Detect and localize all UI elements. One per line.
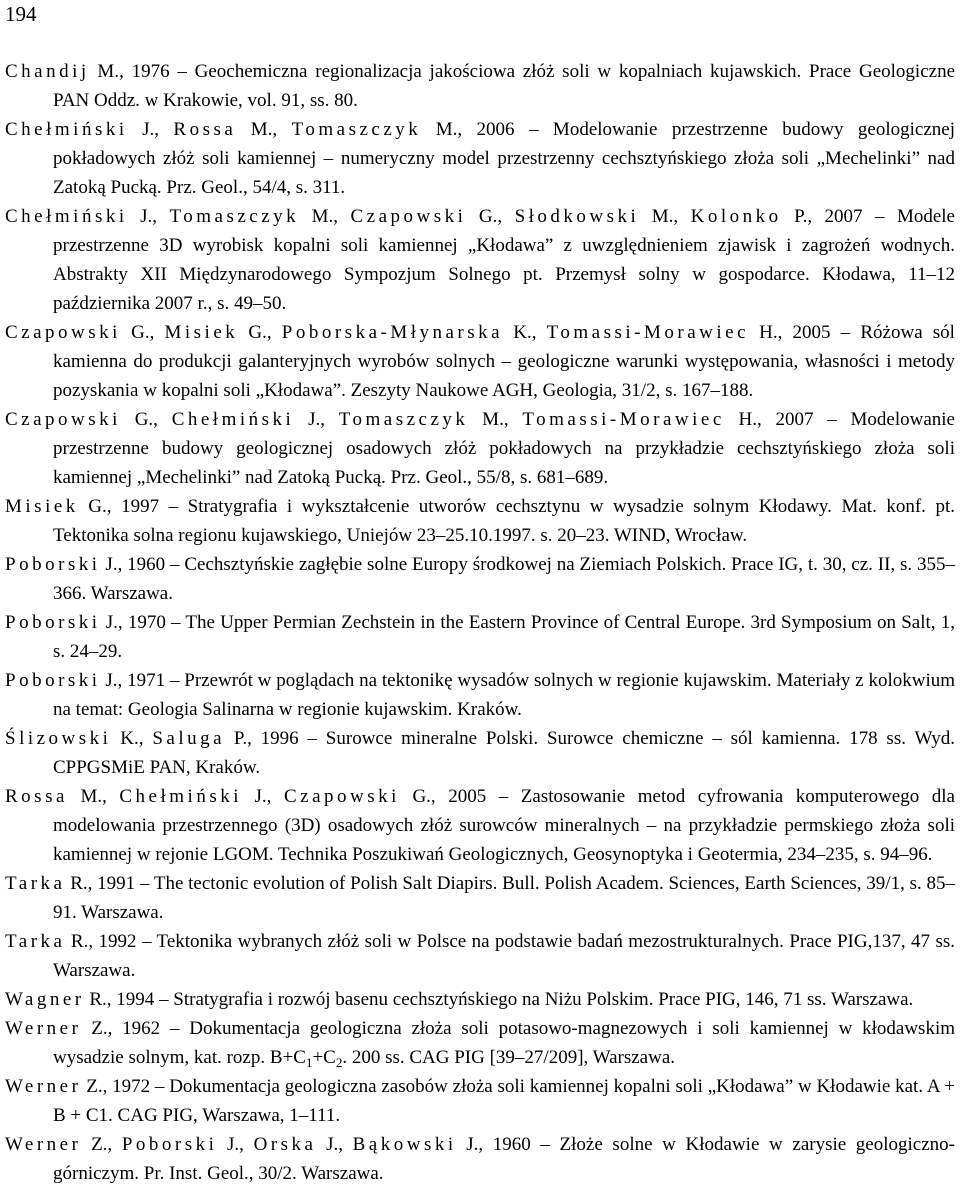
author-separator: M., [468,409,523,430]
page-number: 194 [5,2,37,26]
author-name: Poborski [5,554,101,575]
reference-text: G., 1997 – Stratygrafia i wykształcenie utworów cechsztynu w wysadzie solnym Kłodawy. Mat. konf. pt. Tektonika solna regionu kujawskiego, Uniejów 23–25.10.1997. s. 20–23. WIND, Wrocław. [53,496,955,546]
author-separator: K., [111,728,153,749]
author-name: Werner [5,1076,82,1097]
author-name: Saluga [152,728,226,749]
author-name: Chandij [5,61,90,82]
author-name: Poborski [5,670,101,691]
author-separator: M., [299,206,351,227]
author-name: Tomassi-Morawiec [546,322,750,343]
reference-text: P., 2007 – Modele przestrzenne 3D wyrobisk kopalni soli kamiennej „Kłodawa” z uwzględnieniem zjawisk i zagrożeń wodnych. Abstrakty XII Międzynarodowego Sympozjum Solnego pt. Przemysł solny w gospodarce. Kłodawa, 11–12 października 2007 r., s. 49–50. [53,206,955,314]
reference-text: J., 1971 – Przewrót w poglądach na tektonikę wysadów solnych w regionie kujawskim. Materiały z kolokwium na temat: Geologia Salinarna w regionie kujawskim. Kraków. [53,670,955,720]
author-separator: G., [466,206,515,227]
author-separator: K., [503,322,547,343]
reference-text: H., 2005 – Różowa sól kamienna do produkcji galanteryjnych wyrobów solnych – geologiczne warunki występowania, własności i metody pozyskania w kopalni soli „Kłodawa”. Zeszyty Naukowe AGH, Geologia, 31/2, s. 167–188. [53,322,955,401]
subscript: 1 [305,1055,313,1070]
author-name: Rossa [5,786,68,807]
author-name: Słodkowski [514,206,640,227]
reference-item [5,1072,955,1130]
author-separator: M., [236,119,292,140]
reference-text: P., 1996 – Surowce mineralne Polski. Surowce chemiczne – sól kamienna. 178 ss. Wyd. CPPGSMiE PAN, Kraków. [53,728,955,778]
author-name: Chełmiński [5,119,128,140]
author-separator: J., [242,786,284,807]
reference-text: Z., 1962 – Dokumentacja geologiczna złoża soli potasowo-magnezowych i soli kamiennej w kłodawskim wysadzie solnym, kat. rozp. B+C [53,1018,955,1068]
author-name: Tomaszczyk [338,409,469,430]
author-name: Werner [5,1018,82,1039]
author-name: Poborska-Młynarska [281,322,504,343]
author-separator: J., [316,1134,353,1155]
reference-item [5,985,955,1014]
author-separator: J., [294,409,339,430]
author-separator: J., [127,206,170,227]
author-name: Tarka [5,873,66,894]
author-separator: M., [67,786,120,807]
reference-item [5,1014,955,1072]
reference-text: H., 2007 – Modelowanie przestrzenne budowy geologicznej osadowych złóż pokładowych na przykładzie cechsztyńskiego złoża soli kamiennej „Mechelinki” nad Zatoką Pucką. Prz. Geol., 55/8, s. 681–689. [53,409,955,488]
reference-item [5,782,955,869]
reference-text: Z., 1972 – Dokumentacja geologiczna zasobów złoża soli kamiennej kopalni soli „Kłodawa” w Kłodawie kat. A + B + C1. CAG PIG, Warszawa, 1–111. [53,1076,955,1126]
author-name: Chełmiński [119,786,242,807]
reference-item [5,666,955,724]
author-separator: J., [217,1134,254,1155]
reference-list [5,57,955,1188]
reference-text: G., 2005 – Zastosowanie metod cyfrowania komputerowego dla modelowania przestrzennego (3D) osadowych złóż surowców mineralnych – na przykładzie permskiego złoża soli kamiennej w rejonie LGOM. Technika Poszukiwań Geologicznych, Geosynoptyka i Geotermia, 234–235, s. 94–96. [53,786,955,865]
author-name: Poborski [121,1134,218,1155]
author-name: Misiek [164,322,239,343]
reference-item [5,927,955,985]
reference-text: R., 1991 – The tectonic evolution of Polish Salt Diapirs. Bull. Polish Academ. Sciences, Earth Sciences, 39/1, s. 85–91. Warszawa. [53,873,955,923]
reference-text: M., 1976 – Geochemiczna regionalizacja jakościowa złóż soli w kopalniach kujawskich. Prace Geologiczne PAN Oddz. w Krakowie, vol. 91, ss. 80. [53,61,955,111]
author-name: Chełmiński [5,206,128,227]
subscript: 2 [335,1055,343,1070]
author-name: Chełmiński [171,409,295,430]
author-name: Poborski [5,612,101,633]
author-separator: G., [238,322,282,343]
author-separator: M., [639,206,691,227]
reference-text: . 200 ss. CAG PIG [39–27/209], Warszawa. [342,1047,676,1068]
author-name: Ślizowski [5,728,112,749]
reference-item [5,550,955,608]
author-name: Rossa [173,119,237,140]
author-name: Orska [253,1134,317,1155]
reference-text: J., 1970 – The Upper Permian Zechstein in the Eastern Province of Central Europe. 3rd Symposium on Salt, 1, s. 24–29. [53,612,955,662]
author-name: Tomaszczyk [291,119,422,140]
reference-item [5,492,955,550]
reference-text: M., 2006 – Modelowanie przestrzenne budowy geologicznej pokładowych złóż soli kamiennej – numeryczny model przestrzenny cechsztyńskiego złoża soli „Mechelinki” nad Zatoką Pucką. Prz. Geol., 54/4, s. 311. [53,119,955,198]
author-name: Misiek [5,496,79,517]
reference-item [5,318,955,405]
reference-item [5,869,955,927]
author-name: Kolonko [690,206,782,227]
reference-text: +C [312,1047,336,1068]
reference-item [5,57,955,115]
reference-item [5,608,955,666]
reference-text: J., 1960 – Cechsztyńskie zagłębie solne Europy środkowej na Ziemiach Polskich. Prace IG, t. 30, cz. II, s. 355–366. Warszawa. [53,554,955,604]
author-name: Czapowski [5,322,121,343]
author-name: Bąkowski [352,1134,457,1155]
reference-text: R., 1994 – Stratygrafia i rozwój basenu cechsztyńskiego na Niżu Polskim. Prace PIG, 146, 71 ss. Warszawa. [84,989,914,1010]
author-name: Tomaszczyk [169,206,300,227]
author-separator: J., [127,119,174,140]
reference-item [5,724,955,782]
author-name: Werner [5,1134,82,1155]
reference-item [5,405,955,492]
author-separator: Z., [81,1134,122,1155]
author-name: Czapowski [283,786,400,807]
reference-item [5,202,955,318]
author-separator: G., [120,409,172,430]
reference-text: R., 1992 – Tektonika wybranych złóż soli w Polsce na podstawie badań mezostrukturalnych. Prace PIG,137, 47 ss. Warszawa. [53,931,955,981]
author-name: Tarka [5,931,66,952]
author-name: Czapowski [350,206,467,227]
author-name: Wagner [5,989,85,1010]
author-separator: G., [120,322,165,343]
reference-item [5,1130,955,1188]
reference-item [5,115,955,202]
author-name: Tomassi-Morawiec [522,409,725,430]
reference-text: J., 1960 – Złoże solne w Kłodawie w zarysie geologiczno-górniczym. Pr. Inst. Geol., 30/2. Warszawa. [53,1134,955,1184]
author-name: Czapowski [5,409,121,430]
